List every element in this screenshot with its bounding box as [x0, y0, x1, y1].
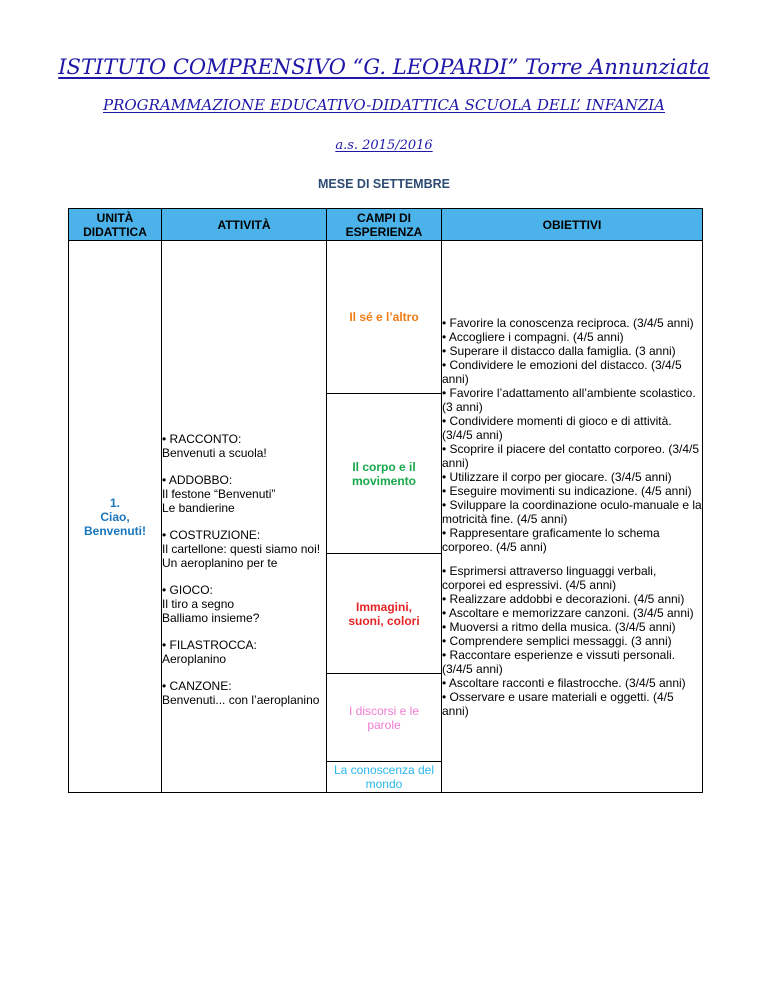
objective-item: • Ascoltare e memorizzare canzoni. (3/4/5 anni): [442, 605, 694, 620]
objective-item: • Ascoltare racconti e filastrocche. (3/4/5 anni): [442, 675, 686, 690]
activity-racconto: • RACCONTO: Benvenuti a scuola!: [162, 431, 267, 460]
objective-item: • Rappresentare graficamente lo schema corporeo. (4/5 anni): [442, 525, 660, 554]
activity-costruzione: • COSTRUZIONE: Il cartellone: questi siamo noi! Un aeroplanino per te: [162, 527, 321, 570]
header-unit: UNITÀ DIDATTICA: [69, 209, 162, 241]
objective-item: • Favorire l’adattamento all’ambiente scolastico. (3 anni): [442, 385, 696, 414]
school-title: ISTITUTO COMPRENSIVO “G. LEOPARDI” Torre Annunziata: [58, 55, 710, 79]
objective-item: • Sviluppare la coordinazione oculo-manuale e la motricità fine. (4/5 anni): [442, 497, 702, 526]
table-header-row: [69, 209, 703, 241]
month-heading: MESE DI SETTEMBRE: [318, 177, 450, 191]
unit-number: 1.: [109, 495, 120, 510]
header-fields: CAMPI DI ESPERIENZA: [327, 209, 442, 241]
objective-item: • Raccontare esperienze e vissuti personali. (3/4/5 anni): [442, 647, 675, 676]
activity-canzone: • CANZONE: Benvenuti... con l’aeroplanino: [162, 678, 320, 707]
activity-gioco: • GIOCO: Il tiro a segno Balliamo insieme?: [162, 582, 260, 625]
programming-table: [68, 208, 703, 793]
objective-item: • Condividere le emozioni del distacco. (3/4/5 anni): [442, 357, 682, 386]
objectives-cell: [442, 241, 703, 793]
field-conoscenza-mondo: La conoscenza del mondo: [327, 762, 442, 793]
header-objectives: OBIETTIVI: [442, 209, 703, 241]
objective-item: • Realizzare addobbi e decorazioni. (4/5 anni): [442, 591, 685, 606]
unit-cell: [69, 241, 162, 793]
field-discorsi-parole: I discorsi e le parole: [327, 674, 442, 762]
objective-item: • Condividere momenti di gioco e di attività. (3/4/5 anni): [442, 413, 672, 442]
unit-name: Ciao, Benvenuti!: [83, 509, 146, 538]
activity-addobbo: • ADDOBBO: Il festone “Benvenuti” Le bandierine: [162, 472, 276, 515]
activities-cell: [162, 241, 327, 793]
header-activities: ATTIVITÀ: [162, 209, 327, 241]
table-row: [69, 241, 703, 394]
objective-item: • Utilizzare il corpo per giocare. (3/4/5 anni): [442, 469, 672, 484]
field-immagini-suoni-colori: Immagini, suoni, colori: [327, 554, 442, 674]
objective-item: • Comprendere semplici messaggi. (3 anni): [442, 633, 672, 648]
objective-item: • Accogliere i compagni. (4/5 anni): [442, 329, 624, 344]
program-title: PROGRAMMAZIONE EDUCATIVO-DIDATTICA SCUOLA DELL’ INFANZIA: [102, 96, 666, 114]
objective-item: • Esprimersi attraverso linguaggi verbali, corporei ed espressivi. (4/5 anni): [442, 563, 657, 592]
field-corpo-movimento: Il corpo e il movimento: [327, 394, 442, 554]
objective-item: • Eseguire movimenti su indicazione. (4/5 anni): [442, 483, 692, 498]
objective-item: • Superare il distacco dalla famiglia. (3 anni): [442, 343, 676, 358]
objective-item: • Muoversi a ritmo della musica. (3/4/5 anni): [442, 619, 676, 634]
activity-filastrocca: • FILASTROCCA: Aeroplanino: [162, 637, 257, 666]
school-year: a.s. 2015/2016: [335, 138, 433, 153]
objective-item: • Osservare e usare materiali e oggetti. (4/5 anni): [442, 689, 674, 718]
objective-item: • Scoprire il piacere del contatto corporeo. (3/4/5 anni): [442, 441, 700, 470]
objective-item: • Favorire la conoscenza reciproca. (3/4/5 anni): [442, 315, 694, 330]
field-se-altro: Il sé e l’altro: [327, 241, 442, 394]
